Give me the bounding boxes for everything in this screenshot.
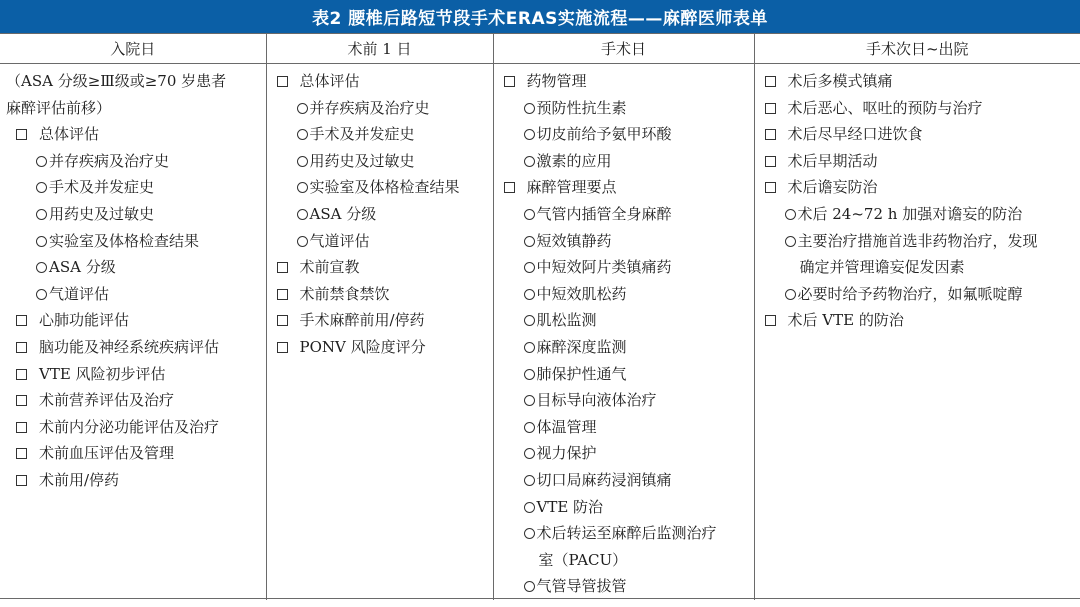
sub-item: 术后转运至麻醉后监测治疗 — [504, 520, 748, 547]
checkbox-icon — [277, 342, 288, 353]
sub-item: 短效镇静药 — [504, 228, 748, 255]
sub-item: 中短效阿片类镇痛药 — [504, 254, 748, 281]
list-item: 术后早期活动 — [765, 148, 1075, 175]
list-item: VTE 风险初步评估 — [16, 361, 260, 388]
circle-bullet-icon — [36, 236, 47, 247]
bottom-rule — [0, 598, 1080, 599]
list-item: 术前宣教 — [277, 254, 487, 281]
sub-item: 切口局麻药浸润镇痛 — [504, 467, 748, 494]
list-item: 术前内分泌功能评估及治疗 — [16, 414, 260, 441]
checkbox-icon — [277, 315, 288, 326]
circle-bullet-icon — [297, 103, 308, 114]
sub-item: 麻醉深度监测 — [504, 334, 748, 361]
list-item: 术后恶心、呕吐的预防与治疗 — [765, 95, 1075, 122]
column-surgery-day — [493, 64, 754, 600]
circle-bullet-icon — [524, 236, 535, 247]
sub-item: 中短效肌松药 — [504, 281, 748, 308]
checkbox-icon — [16, 315, 27, 326]
circle-bullet-icon — [785, 209, 796, 220]
circle-bullet-icon — [785, 289, 796, 300]
checkbox-icon — [765, 182, 776, 193]
eras-flow-table — [0, 33, 1080, 600]
circle-bullet-icon — [297, 129, 308, 140]
sub-item: 并存疾病及治疗史 — [16, 148, 260, 175]
sub-item: 视力保护 — [504, 440, 748, 467]
checkbox-icon — [765, 103, 776, 114]
list-item: 术后尽早经口进饮食 — [765, 121, 1075, 148]
circle-bullet-icon — [524, 103, 535, 114]
list-item: 总体评估 — [277, 68, 487, 95]
sub-item: 气管内插管全身麻醉 — [504, 201, 748, 228]
list-item: PONV 风险度评分 — [277, 334, 487, 361]
sub-item: 用药史及过敏史 — [277, 148, 487, 175]
checkbox-icon — [16, 475, 27, 486]
checkbox-icon — [765, 315, 776, 326]
checkbox-icon — [16, 422, 27, 433]
sub-item: 肺保护性通气 — [504, 361, 748, 388]
circle-bullet-icon — [524, 262, 535, 273]
circle-bullet-icon — [524, 289, 535, 300]
column-admission-day — [0, 64, 266, 600]
circle-bullet-icon — [524, 422, 535, 433]
checkbox-icon — [16, 448, 27, 459]
circle-bullet-icon — [36, 156, 47, 167]
circle-bullet-icon — [297, 182, 308, 193]
column-post-op-to-discharge — [754, 64, 1080, 600]
sub-item-continuation: 室（PACU） — [538, 550, 628, 569]
list-item: 术后 VTE 的防治 — [765, 307, 1075, 334]
circle-bullet-icon — [524, 395, 535, 406]
sub-item: 预防性抗生素 — [504, 95, 748, 122]
circle-bullet-icon — [524, 581, 535, 592]
circle-bullet-icon — [524, 448, 535, 459]
sub-item: 目标导向液体治疗 — [504, 387, 748, 414]
checkbox-icon — [16, 369, 27, 380]
sub-item: 主要治疗措施首选非药物治疗，发现 — [765, 228, 1075, 255]
sub-item: 必要时给予药物治疗，如氟哌啶醇 — [765, 281, 1075, 308]
sub-item: 激素的应用 — [504, 148, 748, 175]
sub-item: 气管导管拔管 — [504, 573, 748, 600]
sub-item: 气道评估 — [16, 281, 260, 308]
checkbox-icon — [765, 76, 776, 87]
circle-bullet-icon — [524, 502, 535, 513]
checkbox-icon — [765, 129, 776, 140]
circle-bullet-icon — [524, 342, 535, 353]
list-item: 术前用/停药 — [16, 467, 260, 494]
note-line: （ASA 分级≥Ⅲ级或≥70 岁患者 — [6, 72, 227, 90]
column-header-pre-op-day: 术前 1 日 — [266, 34, 493, 64]
sub-item: ASA 分级 — [16, 254, 260, 281]
circle-bullet-icon — [785, 236, 796, 247]
header-row — [0, 34, 1080, 64]
checkbox-icon — [16, 129, 27, 140]
list-item: 术前营养评估及治疗 — [16, 387, 260, 414]
circle-bullet-icon — [524, 369, 535, 380]
sub-item: 手术及并发症史 — [277, 121, 487, 148]
sub-item: 气道评估 — [277, 228, 487, 255]
circle-bullet-icon — [36, 289, 47, 300]
sub-item: 并存疾病及治疗史 — [277, 95, 487, 122]
sub-item: 用药史及过敏史 — [16, 201, 260, 228]
list-item: 术后多模式镇痛 — [765, 68, 1075, 95]
sub-item: 肌松监测 — [504, 307, 748, 334]
list-item: 总体评估 — [16, 121, 260, 148]
column-header-post-op-to-discharge: 手术次日~出院 — [754, 34, 1080, 64]
list-item: 术后谵妄防治 — [765, 174, 1075, 201]
note-line: 麻醉评估前移） — [6, 98, 112, 117]
circle-bullet-icon — [36, 262, 47, 273]
sub-item: 切皮前给予氨甲环酸 — [504, 121, 748, 148]
column-pre-op-day — [266, 64, 493, 600]
list-item: 手术麻醉前用/停药 — [277, 307, 487, 334]
list-item: 药物管理 — [504, 68, 748, 95]
sub-item: 体温管理 — [504, 414, 748, 441]
circle-bullet-icon — [524, 528, 535, 539]
sub-item: VTE 防治 — [504, 494, 748, 521]
sub-item: ASA 分级 — [277, 201, 487, 228]
circle-bullet-icon — [524, 129, 535, 140]
circle-bullet-icon — [297, 236, 308, 247]
sub-item-continuation: 确定并管理谵妄促发因素 — [799, 258, 965, 277]
circle-bullet-icon — [524, 209, 535, 220]
checkbox-icon — [277, 76, 288, 87]
table-title: 表2 腰椎后路短节段手术ERAS实施流程——麻醉医师表单 — [0, 0, 1080, 33]
sub-item: 术后 24~72 h 加强对谵妄的防治 — [765, 201, 1075, 228]
list-item: 麻醉管理要点 — [504, 174, 748, 201]
circle-bullet-icon — [297, 209, 308, 220]
checkbox-icon — [277, 262, 288, 273]
list-item: 术前血压评估及管理 — [16, 440, 260, 467]
column-header-surgery-day: 手术日 — [493, 34, 754, 64]
circle-bullet-icon — [524, 315, 535, 326]
circle-bullet-icon — [36, 182, 47, 193]
list-item: 脑功能及神经系统疾病评估 — [16, 334, 260, 361]
circle-bullet-icon — [297, 156, 308, 167]
sub-item: 实验室及体格检查结果 — [277, 174, 487, 201]
checkbox-icon — [277, 289, 288, 300]
circle-bullet-icon — [524, 475, 535, 486]
column-header-admission-day: 入院日 — [0, 34, 266, 64]
checkbox-icon — [504, 76, 515, 87]
sub-item: 实验室及体格检查结果 — [16, 228, 260, 255]
checkbox-icon — [765, 156, 776, 167]
list-item: 术前禁食禁饮 — [277, 281, 487, 308]
circle-bullet-icon — [36, 209, 47, 220]
checkbox-icon — [16, 342, 27, 353]
checkbox-icon — [16, 395, 27, 406]
list-item: 心肺功能评估 — [16, 307, 260, 334]
checkbox-icon — [504, 182, 515, 193]
sub-item: 手术及并发症史 — [16, 174, 260, 201]
circle-bullet-icon — [524, 156, 535, 167]
